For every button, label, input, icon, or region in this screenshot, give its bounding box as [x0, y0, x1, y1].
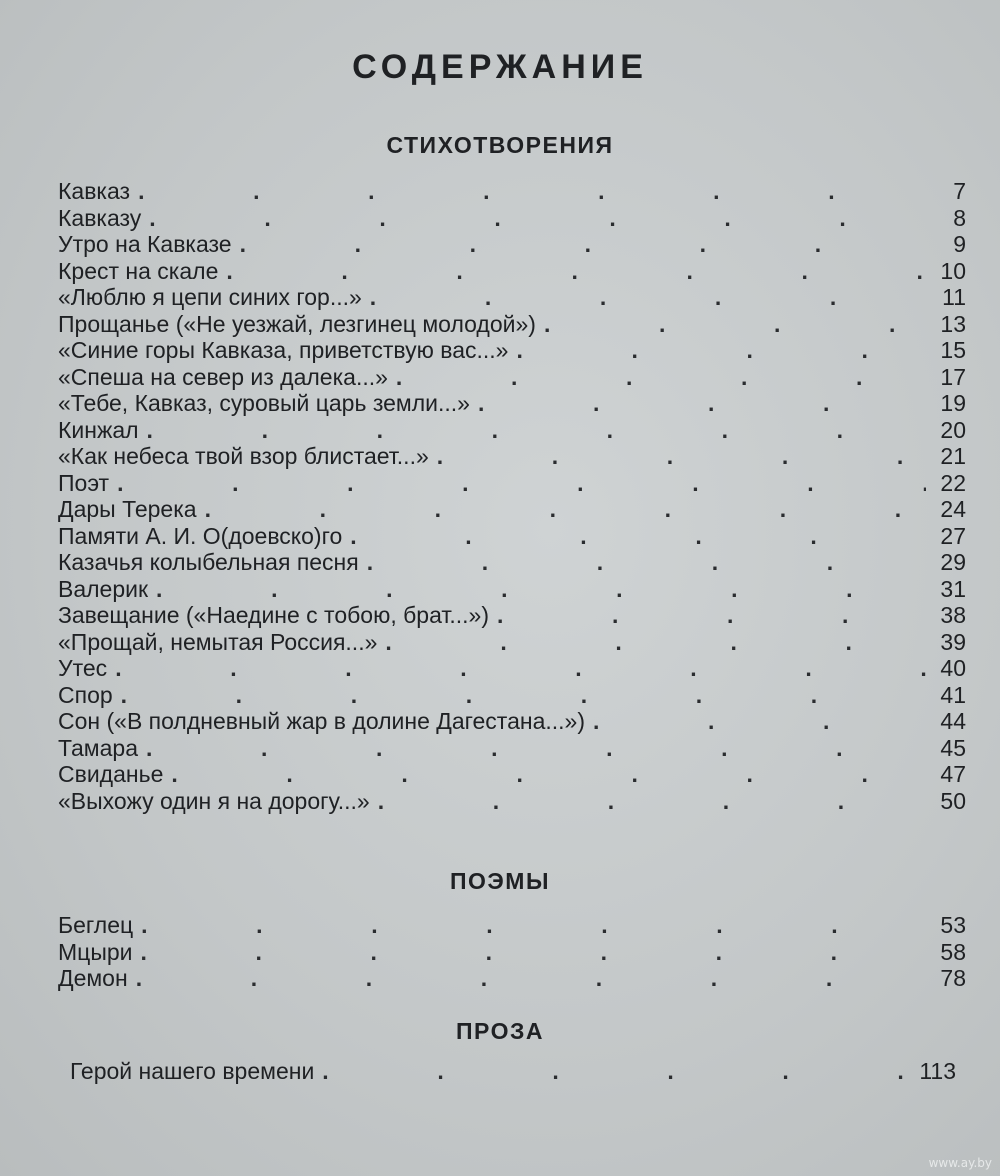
toc-dot-leader	[516, 337, 926, 363]
toc-entry-page: 40	[940, 655, 966, 681]
toc-dot-leader	[396, 364, 926, 390]
toc-entry	[58, 761, 966, 788]
toc-entry	[58, 205, 966, 232]
toc-entry	[58, 939, 966, 966]
toc-entry-page: 29	[940, 549, 966, 575]
toc-entry-page: 31	[940, 575, 966, 602]
toc-dot-leader	[138, 178, 926, 204]
toc-entry-page: 58	[940, 938, 966, 965]
section-heading-prose: ПРОЗА	[456, 1018, 544, 1044]
toc-entry-title: Кинжал	[58, 416, 139, 443]
toc-entry	[58, 284, 966, 311]
toc-entry	[58, 629, 966, 656]
toc-dot-leader	[593, 708, 926, 734]
toc-entry-page: 44	[940, 708, 966, 734]
toc-entry	[58, 231, 966, 258]
toc-dot-leader	[370, 284, 926, 310]
toc-dot-leader	[147, 417, 926, 443]
watermark: www.ay.by	[928, 1156, 992, 1170]
toc-list-poems-long	[58, 912, 966, 992]
toc-entry	[58, 912, 966, 939]
toc-dot-leader	[115, 655, 926, 681]
toc-dot-leader	[121, 682, 926, 708]
toc-entry	[58, 364, 966, 391]
toc-entry-title: Герой нашего времени	[70, 1058, 315, 1084]
toc-entry-page: 21	[940, 443, 966, 469]
toc-entry-page: 113	[919, 1058, 956, 1084]
toc-dot-leader	[437, 443, 926, 469]
toc-entry	[58, 708, 966, 735]
toc-entry	[58, 788, 966, 815]
toc-entry-title: Кавказу	[58, 204, 142, 231]
toc-entry-page: 19	[940, 390, 966, 416]
toc-entry-title: Крест на скале	[58, 257, 219, 284]
toc-entry	[58, 178, 966, 205]
toc-dot-leader	[141, 912, 926, 938]
toc-entry	[58, 337, 966, 364]
toc-entry-page: 11	[942, 284, 966, 310]
toc-dot-leader	[322, 1058, 913, 1084]
toc-entry-title: «Спеша на север из далека...»	[58, 363, 388, 390]
toc-entry	[58, 965, 966, 992]
toc-entry	[58, 523, 966, 550]
toc-entry-page: 10	[940, 257, 966, 284]
toc-list-poems-short	[58, 178, 966, 814]
toc-entry-title: Утес	[58, 655, 108, 681]
toc-entry	[58, 443, 966, 470]
toc-entry	[58, 655, 966, 682]
page-title: СОДЕРЖАНИЕ	[352, 48, 648, 86]
toc-entry	[58, 417, 966, 444]
toc-entry-title: Прощанье («Не уезжай, лезгинец молодой»)	[58, 310, 536, 337]
toc-entry-title: «Прощай, немытая Россия...»	[58, 628, 378, 655]
toc-entry-title: «Синие горы Кавказа, приветствую вас...»	[58, 337, 509, 363]
toc-entry-page: 7	[953, 178, 966, 204]
toc-dot-leader	[350, 523, 926, 549]
toc-entry-page: 8	[953, 204, 966, 231]
toc-entry-page: 15	[940, 337, 966, 363]
toc-entry-title: «Как небеса твой взор блистает...»	[58, 443, 429, 469]
toc-dot-leader	[149, 205, 926, 231]
toc-entry	[58, 496, 966, 523]
toc-dot-leader	[117, 470, 926, 496]
toc-dot-leader	[171, 761, 926, 787]
toc-entry-page: 53	[940, 912, 966, 938]
toc-dot-leader	[156, 576, 926, 602]
toc-dot-leader	[367, 549, 926, 575]
toc-entry-page: 47	[940, 761, 966, 787]
toc-entry-page: 78	[940, 965, 966, 991]
toc-entry-page: 17	[940, 363, 966, 390]
toc-entry	[58, 735, 966, 762]
toc-entry-title: Беглец	[58, 912, 134, 938]
toc-dot-leader	[378, 788, 926, 814]
toc-entry-title: Поэт	[58, 469, 110, 496]
toc-entry	[70, 1058, 956, 1085]
toc-entry	[58, 390, 966, 417]
toc-dot-leader	[385, 629, 926, 655]
toc-entry-title: Утро на Кавказе	[58, 231, 232, 257]
toc-dot-leader	[146, 735, 926, 761]
toc-entry-title: Демон	[58, 965, 128, 991]
toc-list-prose	[70, 1058, 956, 1085]
toc-entry-page: 38	[940, 602, 966, 628]
toc-entry	[58, 311, 966, 338]
toc-entry-page: 9	[953, 231, 966, 257]
toc-entry-page: 20	[940, 416, 966, 443]
toc-entry	[58, 470, 966, 497]
toc-dot-leader	[136, 965, 926, 991]
toc-entry-page: 39	[940, 628, 966, 655]
toc-entry-title: «Тебе, Кавказ, суровый царь земли...»	[58, 390, 470, 416]
toc-entry	[58, 682, 966, 709]
toc-entry	[58, 549, 966, 576]
toc-entry	[58, 258, 966, 285]
toc-entry-title: Завещание («Наедине с тобою, брат...»)	[58, 602, 489, 628]
toc-entry-page: 45	[940, 734, 966, 761]
toc-dot-leader	[544, 311, 926, 337]
toc-entry-title: Мцыри	[58, 938, 133, 965]
toc-entry	[58, 576, 966, 603]
toc-entry-title: Спор	[58, 681, 113, 708]
toc-dot-leader	[240, 231, 926, 257]
toc-entry-title: Тамара	[58, 734, 138, 761]
toc-entry-page: 41	[940, 681, 966, 708]
toc-entry-page: 22	[940, 469, 966, 496]
toc-entry-title: Памяти А. И. О(доевско)го	[58, 522, 343, 549]
toc-entry-title: Дары Терека	[58, 496, 197, 522]
toc-entry-title: Сон («В полдневный жар в долине Дагестана...»)	[58, 708, 585, 734]
section-heading-poems-short: СТИХОТВОРЕНИЯ	[386, 132, 614, 158]
toc-dot-leader	[141, 939, 926, 965]
toc-entry-page: 50	[940, 787, 966, 814]
toc-entry-title: Кавказ	[58, 178, 131, 204]
section-heading-poems-long: ПОЭМЫ	[450, 868, 550, 894]
toc-entry-page: 13	[940, 310, 966, 337]
toc-entry-title: Свиданье	[58, 761, 164, 787]
toc-entry-title: «Выхожу один я на дорогу...»	[58, 787, 370, 814]
toc-dot-leader	[497, 602, 926, 628]
toc-dot-leader	[478, 390, 926, 416]
toc-entry	[58, 602, 966, 629]
toc-entry-title: Казачья колыбельная песня	[58, 549, 359, 575]
toc-dot-leader	[205, 496, 926, 522]
toc-dot-leader	[226, 258, 926, 284]
toc-entry-page: 27	[940, 522, 966, 549]
toc-entry-title: Валерик	[58, 575, 149, 602]
toc-entry-title: «Люблю я цепи синих гор...»	[58, 284, 362, 310]
toc-entry-page: 24	[940, 496, 966, 522]
